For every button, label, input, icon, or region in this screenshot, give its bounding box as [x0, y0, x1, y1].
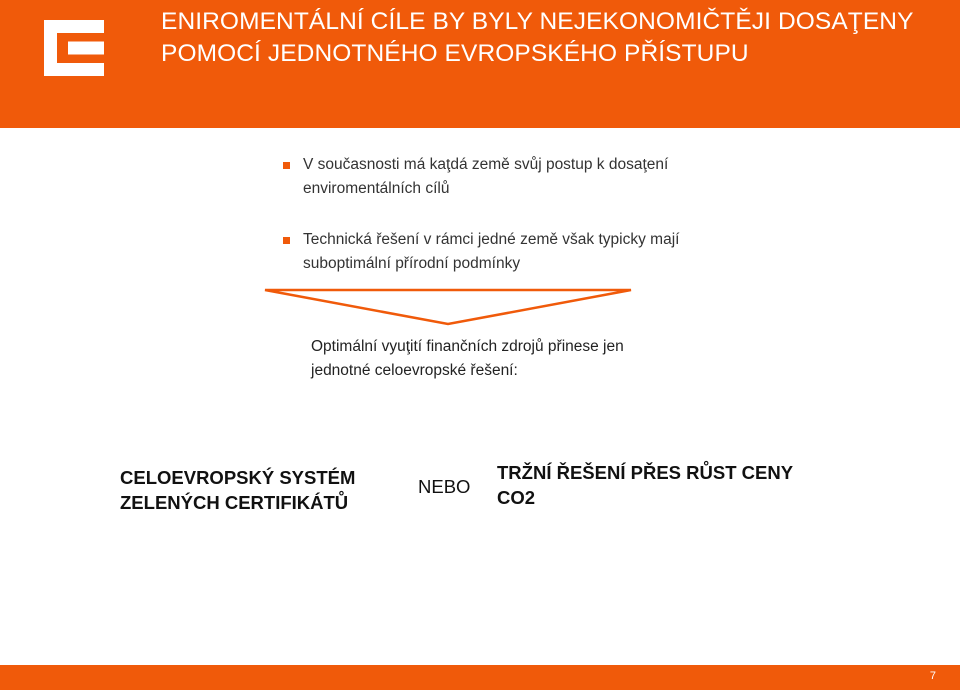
- bullet-item: [283, 228, 723, 276]
- header-bar: [0, 0, 960, 128]
- bullet-text: Technická řešení v rámci jedné země však typicky mají suboptimální přírodní podmínky: [303, 231, 680, 272]
- slide-title: ENIROMENTÁLNÍ CÍLE BY BYLY NEJEKONOMIČTĚJI DOSAŢENY POMOCÍ JEDNOTNÉHO EVROPSKÉHO PŘÍSTUPU: [161, 8, 914, 67]
- option-green-certificates: CELOEVROPSKÝ SYSTÉM ZELENÝCH CERTIFIKÁTŮ: [120, 467, 356, 513]
- triangle-arrow-icon: [262, 287, 634, 327]
- option-market-solution: TRŽNÍ ŘEŠENÍ PŘES RŮST CENY CO2: [497, 462, 793, 508]
- cez-logo: [44, 20, 104, 76]
- option-separator: NEBO: [418, 476, 471, 497]
- bullet-list: [283, 153, 723, 303]
- footer-bar: [0, 665, 960, 690]
- conclusion-text: Optimální vyuţití finančních zdrojů přinese jen jednotné celoevropské řešení:: [311, 338, 624, 379]
- square-bullet-icon: [283, 237, 290, 244]
- bullet-text: V současnosti má kaţdá země svůj postup k dosaţení enviromentálních cílů: [303, 156, 669, 197]
- page-number: 7: [929, 670, 936, 682]
- square-bullet-icon: [283, 162, 290, 169]
- bullet-item: [283, 153, 723, 201]
